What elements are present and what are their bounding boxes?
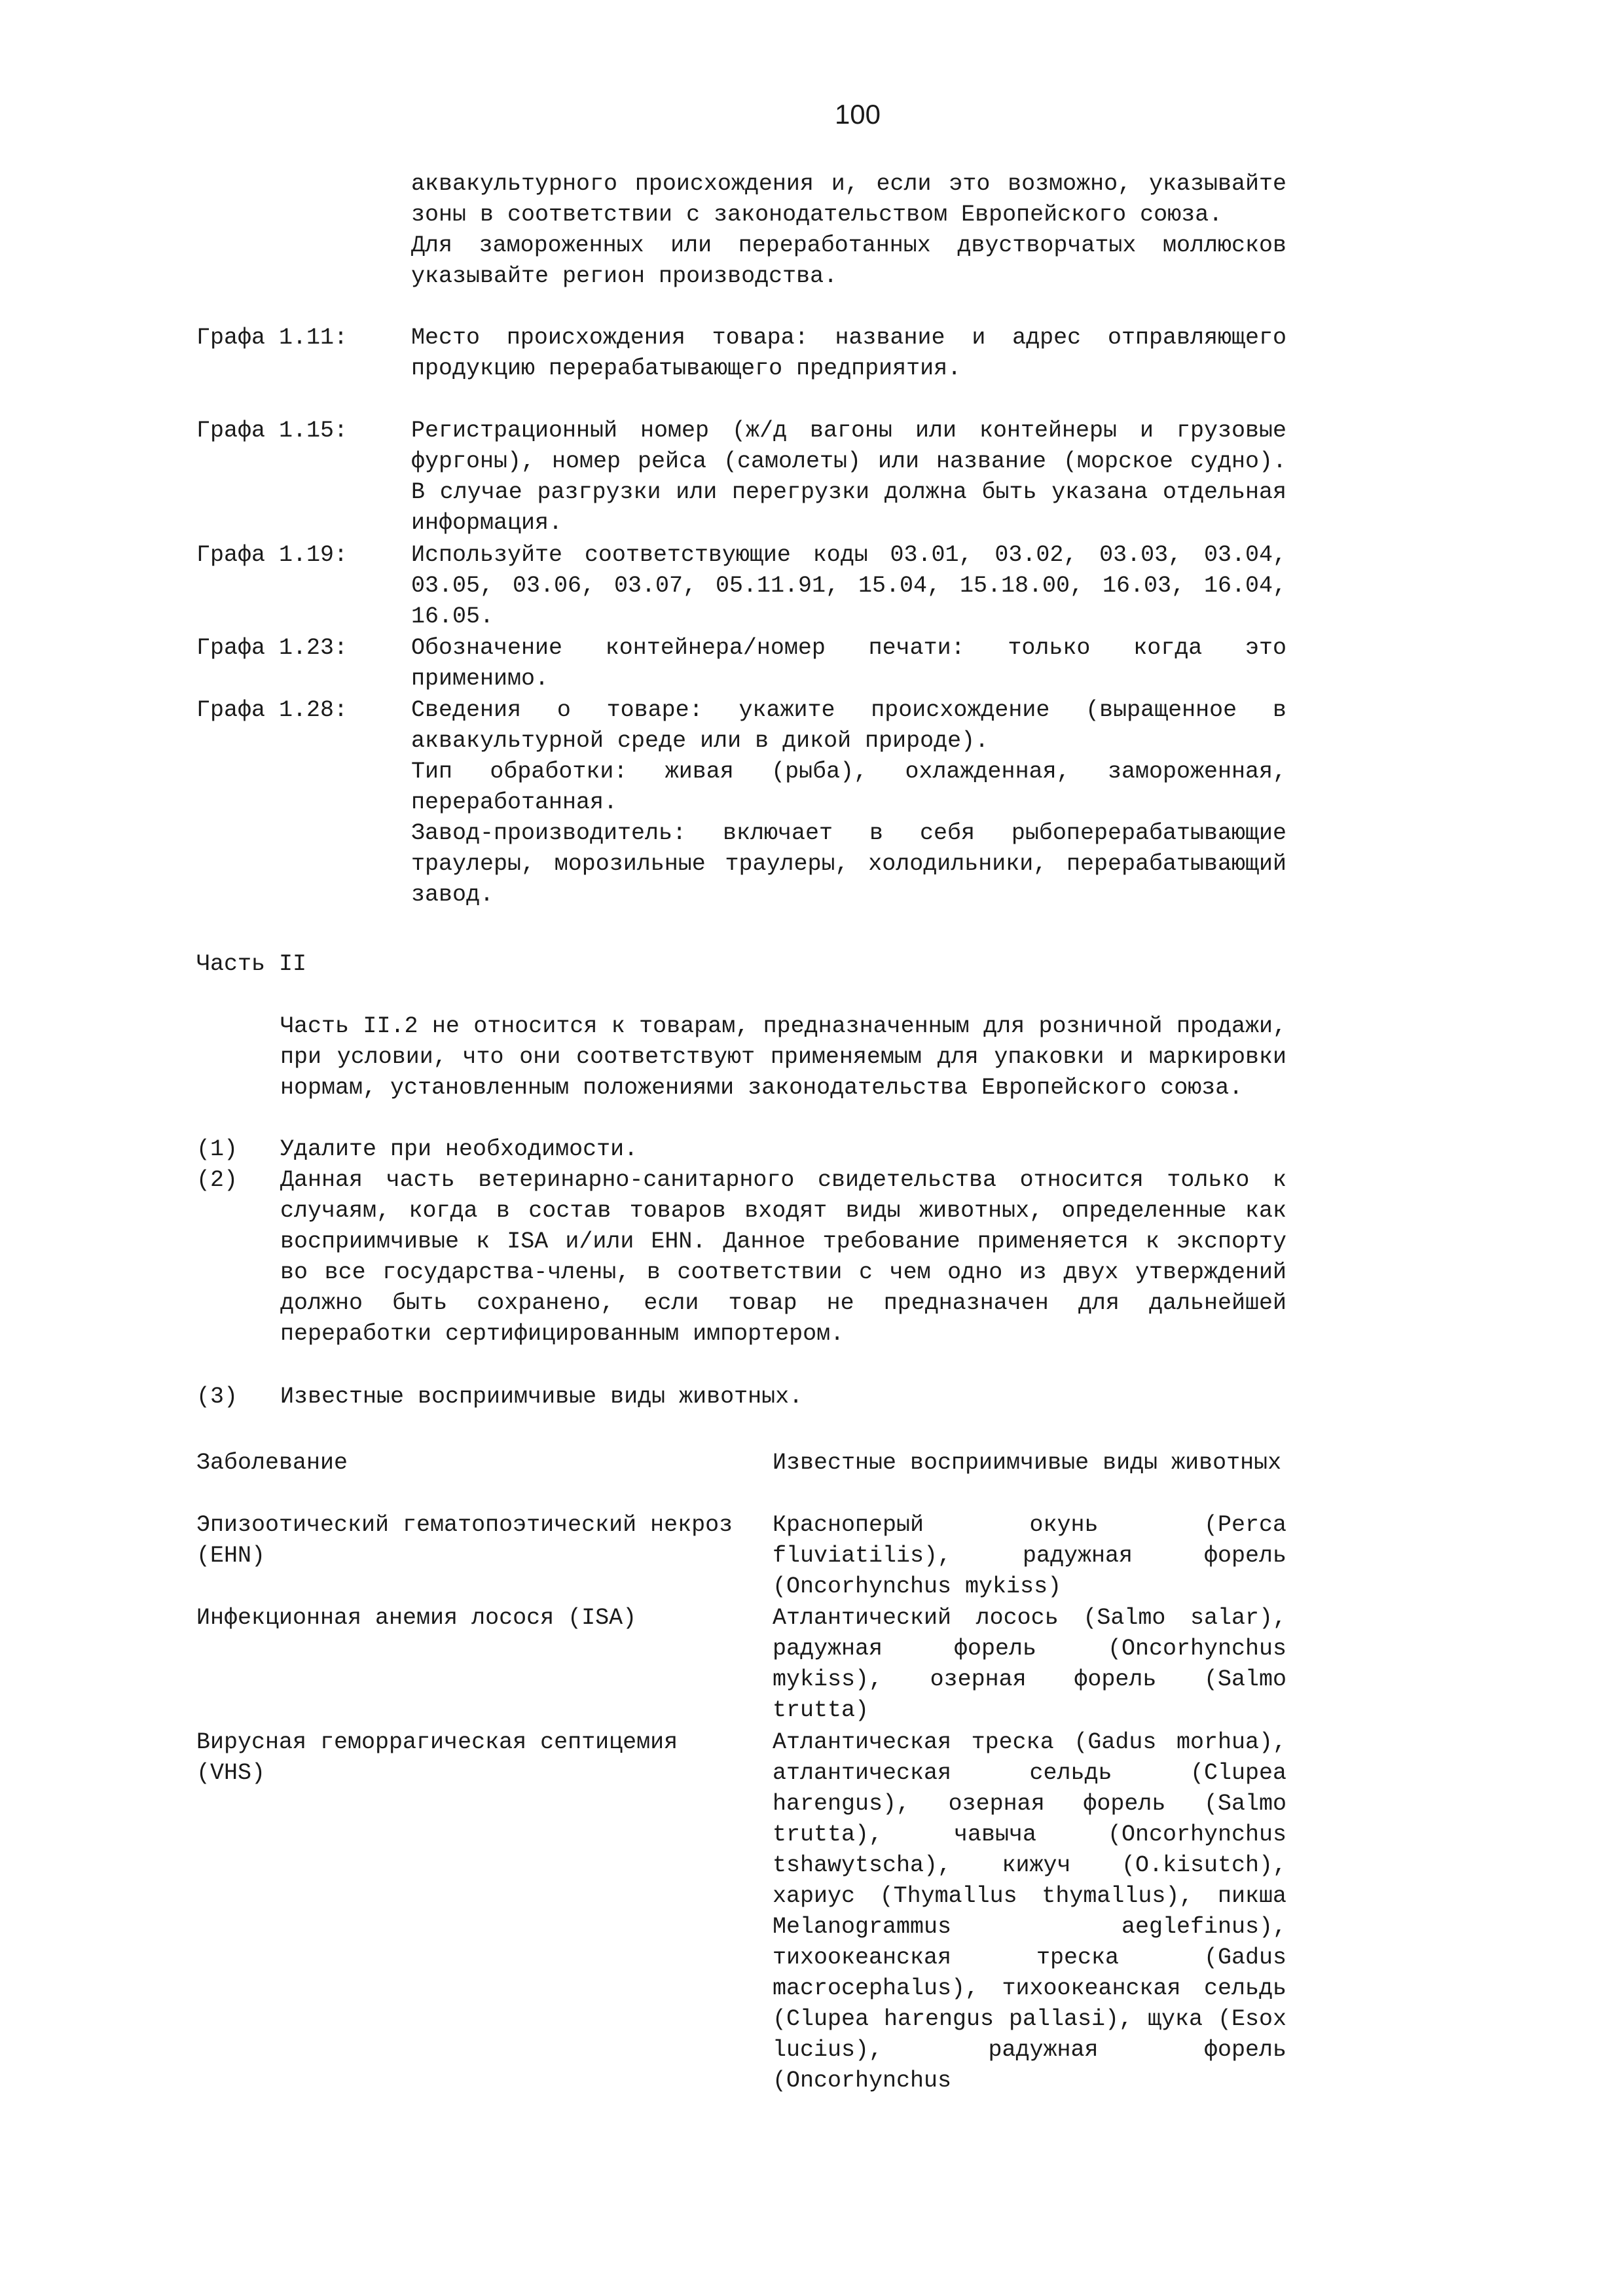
entry-label: Графа 1.15: — [196, 418, 348, 444]
footnote-marker: (2) — [196, 1167, 238, 1193]
page-number: 100 — [834, 99, 881, 130]
entry-body — [411, 169, 1286, 292]
table-cell-species: Красноперый окунь (Perca fluviatilis), радужная форель (Oncorhynchus mykiss) — [773, 1512, 1286, 1600]
entry-paragraph: Тип обработки: живая (рыба), охлажденная, замороженная, переработанная. — [411, 759, 1286, 816]
entry-body — [411, 323, 1286, 384]
part-title: Часть II — [196, 951, 307, 977]
table-cell-disease: Эпизоотический гематопоэтический некроз (EHN) — [196, 1512, 733, 1569]
entry-label: Графа 1.23: — [196, 635, 348, 661]
table-cell-disease: Вирусная геморрагическая септицемия (VHS) — [196, 1729, 678, 1786]
entry-paragraph: Регистрационный номер (ж/д вагоны или контейнеры и грузовые фургоны), номер рейса (самолеты) или название (морское судно). В случае разгрузки или перегрузки должна быть указана отдельная информация. — [411, 418, 1286, 536]
footnote-marker: (3) — [196, 1384, 238, 1410]
entry-paragraph: Для замороженных или переработанных двустворчатых моллюсков указывайте регион производства. — [411, 232, 1286, 289]
entry-paragraph: Место происхождения товара: название и адрес отправляющего продукцию перерабатывающего предприятия. — [411, 325, 1286, 382]
table-header-disease: Заболевание — [196, 1450, 348, 1476]
footnote-marker: (1) — [196, 1136, 238, 1162]
entry-label: Графа 1.28: — [196, 697, 348, 723]
entry-body — [411, 695, 1286, 910]
entry-label: Графа 1.19: — [196, 542, 348, 568]
table-cell-species: Атлантический лосось (Salmo salar), радужная форель (Oncorhynchus mykiss), озерная форель (Salmo trutta) — [773, 1605, 1286, 1723]
entry-body — [411, 633, 1286, 694]
footnote-text: Известные восприимчивые виды животных. — [280, 1384, 803, 1410]
part-intro: Часть II.2 не относится к товарам, предназначенным для розничной продажи, при условии, что они соответствуют применяемым для упаковки и маркировки нормам, установленным положениями законодательства Европейского союза. — [280, 1013, 1286, 1101]
footnote-text: Данная часть ветеринарно-санитарного свидетельства относится только к случаям, когда в состав товаров входят виды животных, определенные как восприимчивые к ISA и/или EHN. Данное требование применяется к экспорту во все государства-члены, в соответствии с чем одно из двух утверждений должно быть сохранено, если товар не предназначен для дальнейшей переработки сертифицированным импортером. — [280, 1167, 1286, 1347]
entry-label: Графа 1.11: — [196, 325, 348, 351]
entry-body — [411, 540, 1286, 632]
entry-paragraph: Сведения о товаре: укажите происхождение (выращенное в аквакультурной среде или в дикой природе). — [411, 697, 1286, 754]
entry-paragraph: аквакультурного происхождения и, если это возможно, указывайте зоны в соответствии с законодательством Европейского союза. — [411, 171, 1286, 228]
entry-paragraph: Используйте соответствующие коды 03.01, 03.02, 03.03, 03.04, 03.05, 03.06, 03.07, 05.11.91, 15.04, 15.18.00, 16.03, 16.04, 16.05. — [411, 542, 1286, 630]
entry-paragraph: Завод-производитель: включает в себя рыбоперерабатывающие траулеры, морозильные траулеры, холодильники, перерабатывающий завод. — [411, 820, 1286, 908]
table-cell-disease: Инфекционная анемия лосося (ISA) — [196, 1605, 637, 1631]
table-cell-species: Атлантическая треска (Gadus morhua), атлантическая сельдь (Clupea harengus), озерная форель (Salmo trutta), чавыча (Oncorhynchus tshawytscha), кижуч (O.kisutch), хариус (Thymallus thymallus), пикша Melanogrammus aeglefinus), тихоокеанская треска (Gadus macrocephalus), тихоокеанская сельдь (Clupea harengus pallasi), щука (Esox lucius), радужная форель (Oncorhynchus — [773, 1729, 1286, 2094]
table-header-species: Известные восприимчивые виды животных — [773, 1450, 1282, 1476]
entry-body — [411, 416, 1286, 539]
entry-paragraph: Обозначение контейнера/номер печати: только когда это применимо. — [411, 635, 1286, 692]
footnote-text: Удалите при необходимости. — [280, 1136, 638, 1162]
